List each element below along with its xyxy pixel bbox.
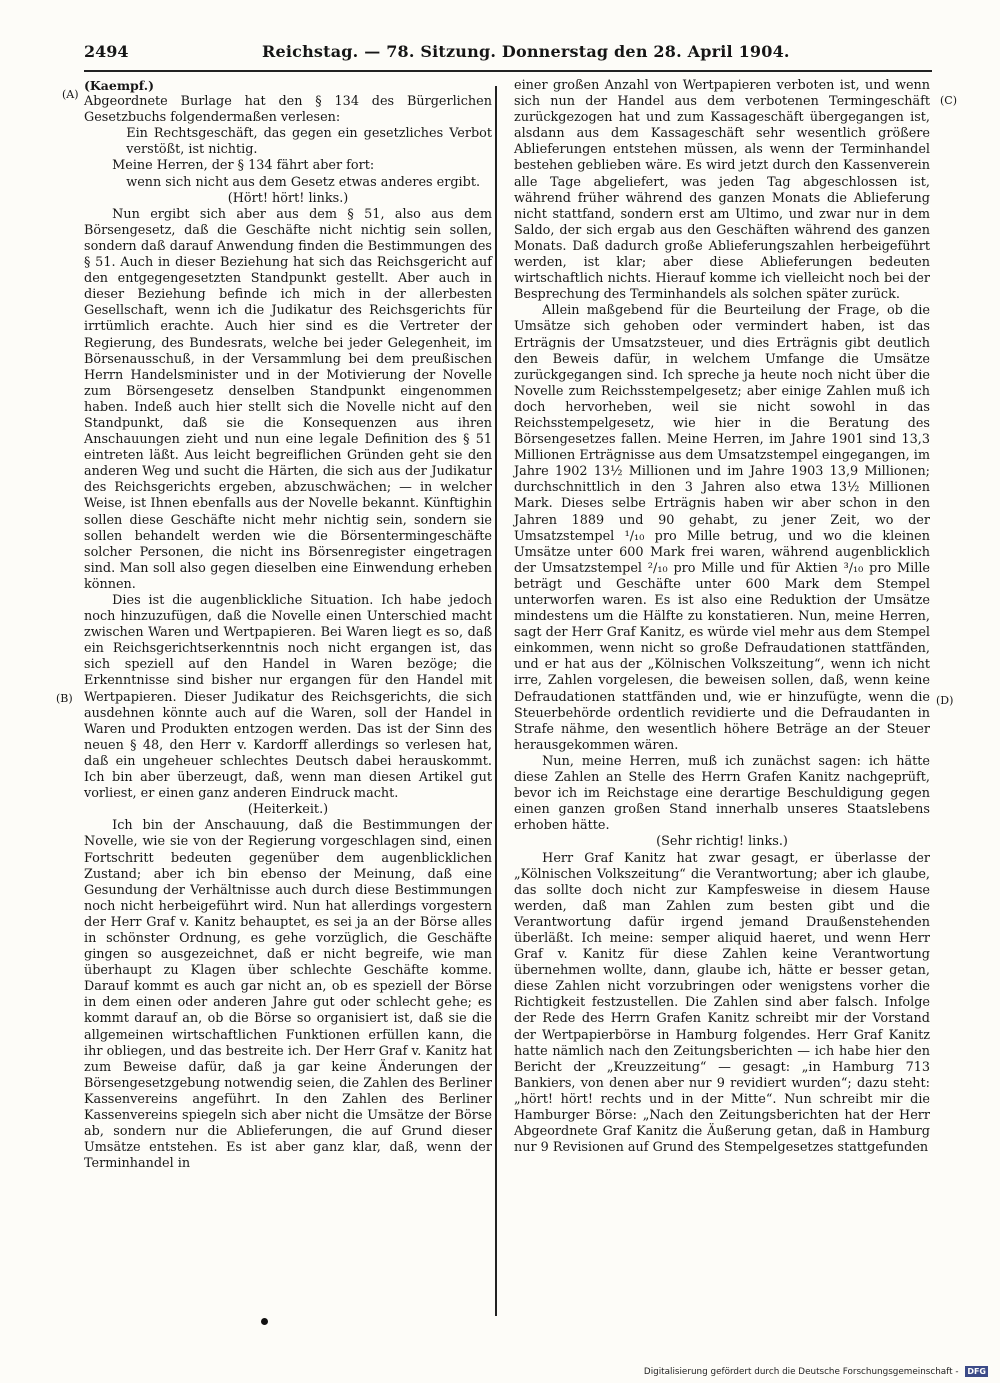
quotation: Ein Rechtsgeschäft, das gegen ein gesetzliches Verbot verstößt, ist nichtig.: [126, 126, 492, 158]
paragraph: Allein maßgebend für die Beurteilung der Frage, ob die Umsätze sich gehoben oder vermindert haben, ist das Erträgnis der Umsatzsteuer, und dies Erträgnis gibt deutlich den Beweis dafür, in welchem Umfange die Umsätze zurückgegangen sind. Ich spreche ja heute noch nicht über die Novelle zum Reichsstempelgesetz; aber einige Zahlen muß ich doch hervorheben, weil sie nicht sowohl in das Reichsstempelgesetz, wie hier in die Beratung des Börsengesetzes fallen. Meine Herren, im Jahre 1901 sind 13,3 Millionen Erträgnisse aus dem Umsatzstempel eingegangen, im Jahre 1902 13½ Millionen und im Jahre 1903 13,9 Millionen; durchschnittlich in den 3 Jahren also etwa 13½ Millionen Mark. Dieses selbe Erträgnis haben wir aber schon in den Jahren 1889 und 90 gehabt, zu jener Zeit, wo der Umsatzstempel ¹/₁₀ pro Mille betrug, und wo die kleinen Umsätze unter 600 Mark frei waren, während augenblicklich der Umsatzstempel ²/₁₀ pro Mille und für Aktien ³/₁₀ pro Mille beträgt und Geschäfte unter 600 Mark dem Stempel unterworfen waren. Es ist also eine Reduktion der Umsätze mindestens um die Hälfte zu konstatieren. Nun, meine Herren, sagt der Herr Graf Kanitz, es würde viel mehr aus dem Stempel einkommen, wenn nicht so große Defraudationen stattfänden, und er hat aus der „Kölnischen Volkszeitung“, wenn ich nicht irre, Zahlen vorgelesen, die beweisen sollen, daß, wenn keine Defraudationen stattfänden und, wie er hinzufügte, wenn die Steuerbehörde ordentlich revidierte und die Defraudanten in Strafe nähme, den wesentlich höhere Beträge an der Steuer herausgekommen wären.: [514, 303, 930, 753]
margin-marker-c: (C): [940, 94, 957, 107]
paragraph: einer großen Anzahl von Wertpapieren verboten ist, und wenn sich nun der Handel aus dem verbotenen Termingeschäft zurückgezogen hat und zum Kassageschäft übergegangen ist, alsdann aus dem Kassageschäft sehr wesentlich größere Ablieferungen entstehen müssen, als wenn der Terminhandel bestehen geblieben wäre. Es wird jetzt durch den Kassenverein alle Tage abgeliefert, was jeden Tag abgeschlossen ist, während früher während des ganzen Monats die Ablieferung nicht stattfand, sondern erst am Ultimo, und zwar nur in dem Saldo, der sich ergab aus den Geschäften während des ganzen Monats. Daß dadurch große Ablieferungszahlen herbeigeführt werden, ist klar; aber diese Ablieferungen bedeuten wirtschaftlich nichts. Hierauf komme ich vielleicht noch bei der Besprechung des Terminhandels als solchen später zurück.: [514, 78, 930, 303]
paragraph: Nun, meine Herren, muß ich zunächst sagen: ich hätte diese Zahlen an Stelle des Herrn Grafen Kanitz nachgeprüft, bevor ich im Reichstage eine derartige Beschuldigung gegen einen ganzen großen Stand innerhalb unseres Staatslebens erhoben hätte.: [514, 753, 930, 834]
paragraph: Nun ergibt sich aber aus dem § 51, also aus dem Börsengesetz, daß die Geschäfte nicht nichtig sein sollen, sondern daß darauf Anwendung finden die Bestimmungen des § 51. Auch in dieser Beziehung hat sich das Reichsgericht auf den entgegengesetzten Standpunkt gestellt. Aber auch in dieser Beziehung befinde ich mich in der allerbesten Gesellschaft, wenn ich die Judikatur des Reichsgerichts für irrtümlich erachte. Auch hier sind es die Vertreter der Regierung, des Bundesrats, welche bei jeder Gelegenheit, im Börsenausschuß, in der Versammlung bei dem preußischen Herrn Handelsminister und in der Motivierung der Novelle zum Börsengesetz denselben Standpunkt eingenommen haben. Indeß auch hier stellt sich die Novelle nicht auf den Standpunkt, daß sie die Konsequenzen aus ihren Anschauungen zieht und nun eine legale Definition des § 51 eintreten läßt. Aus leicht begreiflichen Gründen geht sie den anderen Weg und sucht die Härten, die sich aus der Judikatur des Reichsgerichts ergeben, abzuschwächen; — in welcher Weise, ist Ihnen ebenfalls aus der Novelle bekannt. Künftighin sollen diese Geschäfte nicht mehr nichtig sein, sondern sie sollen behandelt werden wie die Börsentermingeschäfte solcher Personen, die nicht ins Börsenregister eingetragen sind. Man soll also gegen dieselben eine Einwendung erheben können.: [84, 206, 492, 592]
margin-marker-b: (B): [56, 692, 73, 705]
paragraph: Dies ist die augenblickliche Situation. Ich habe jedoch noch hinzuzufügen, daß die Novelle einen Unterschied macht zwischen Waren und Wertpapieren. Bei Waren liegt es so, daß ein Reichsgerichtserkenntnis noch nicht ergangen ist, das sich speziell auf den Handel in Waren bezöge; die Erkenntnisse sind bisher nur ergangen für den Handel mit Wertpapieren. Dieser Judikatur des Reichsgerichts, die sich ausdehnen könnte auch auf die Waren, soll der Handel in Waren und Produkten entzogen werden. Das ist der Sinn des neuen § 48, den Herr v. Kardorff allerdings so verlesen hat, daß ein ungeheuer schlechtes Deutsch dabei herauskommt. Ich bin aber überzeugt, daß, wenn man diesen Artikel gut vorliest, er einen ganz anderen Eindruck macht.: [84, 593, 492, 802]
left-column: [84, 78, 492, 1172]
paragraph: Abgeordnete Burlage hat den § 134 des Bürgerlichen Gesetzbuchs folgendermaßen verlesen:: [84, 94, 492, 126]
speaker-name: (Kaempf.): [84, 78, 154, 93]
interjection: (Hört! hört! links.): [227, 190, 349, 206]
header-rule: [84, 70, 932, 72]
paragraph: Ich bin der Anschauung, daß die Bestimmungen der Novelle, wie sie von der Regierung vorgeschlagen sind, einen Fortschritt bedeuten gegenüber dem augenblicklichen Zustand; aber ich bin ebenso der Meinung, daß eine Gesundung der Verhältnisse auch durch diese Bestimmungen noch nicht herbeigeführt wird. Nun hat allerdings vorgestern der Herr Graf v. Kanitz behauptet, es sei ja an der Börse alles in schönster Ordnung, es gehe vorzüglich, die Geschäfte gingen so ausgezeichnet, daß er nicht begreife, wie man überhaupt zu Klagen über schlechte Geschäfte komme. Darauf kommt es auch gar nicht an, ob es speziell der Börse in dem einen oder anderen Jahre gut oder schlecht gehe; es kommt darauf an, ob die Börse so organisiert ist, daß sie die allgemeinen wirtschaftlichen Funktionen erfüllen kann, die ihr obliegen, und das bestreite ich. Der Herr Graf v. Kanitz hat zum Beweise dafür, daß ja gar keine Änderungen der Börsengesetzgebung notwendig seien, die Zahlen des Berliner Kassenvereins angeführt. In den Zahlen des Berliner Kassenvereins spiegeln sich aber nicht die Umsätze der Börse ab, sondern nur die Ablieferungen, die auf Grund dieser Umsätze entstehen. Es ist aber ganz klar, daß, wenn der Terminhandel in: [84, 818, 492, 1172]
ink-dot: [261, 1318, 268, 1325]
footer-text: Digitalisierung gefördert durch die Deutsche Forschungsgemeinschaft -: [643, 1367, 959, 1377]
interjection: (Sehr richtig! links.): [656, 834, 788, 850]
dfg-logo: DFG: [967, 1367, 986, 1376]
column-divider: [495, 86, 497, 1316]
page-header: [84, 38, 932, 66]
digitization-footer: [608, 1364, 988, 1380]
page-number: 2494: [84, 42, 129, 61]
interjection: (Heiterkeit.): [247, 802, 329, 818]
paragraph: Herr Graf Kanitz hat zwar gesagt, er überlasse der „Kölnischen Volkszeitung“ die Verantwortung; aber ich glaube, das sollte doch nicht zur Kampfesweise in diesem Hause werden, daß man Zahlen zum besten gibt und die Verantwortung dafür irgend jemand Draußenstehenden überläßt. Ich meine: semper aliquid haeret, und wenn Herr Graf v. Kanitz für diese Zahlen keine Verantwortung übernehmen wollte, dann, glaube ich, hätte er besser getan, diese Zahlen nicht vorzubringen oder wenigstens vorher die Richtigkeit festzustellen. Die Zahlen sind aber falsch. Infolge der Rede des Herrn Grafen Kanitz schreibt mir der Vorstand der Wertpapierbörse in Hamburg folgendes. Herr Graf Kanitz hatte nämlich nach den Zeitungsberichten — ich habe hier den Bericht der „Kreuzzeitung“ — gesagt: „in Hamburg 713 Bankiers, von denen aber nur 9 revidiert wurden“; dazu steht: „hört! hört! rechts und in der Mitte“. Nun schreibt mir die Hamburger Börse: „Nach den Zeitungsberichten hat der Herr Abgeordnete Graf Kanitz die Äußerung getan, daß in Hamburg nur 9 Revisionen auf Grund des Stempelgesetzes stattgefunden: [514, 850, 930, 1156]
margin-marker-d: (D): [936, 694, 954, 707]
quotation: wenn sich nicht aus dem Gesetz etwas anderes ergibt.: [126, 174, 481, 190]
right-column: [514, 78, 930, 1156]
margin-marker-a: (A): [62, 88, 79, 101]
running-head: Reichstag. — 78. Sitzung. Donnerstag den 28. April 1904.: [262, 42, 790, 61]
paragraph: Meine Herren, der § 134 fährt aber fort:: [112, 158, 375, 174]
